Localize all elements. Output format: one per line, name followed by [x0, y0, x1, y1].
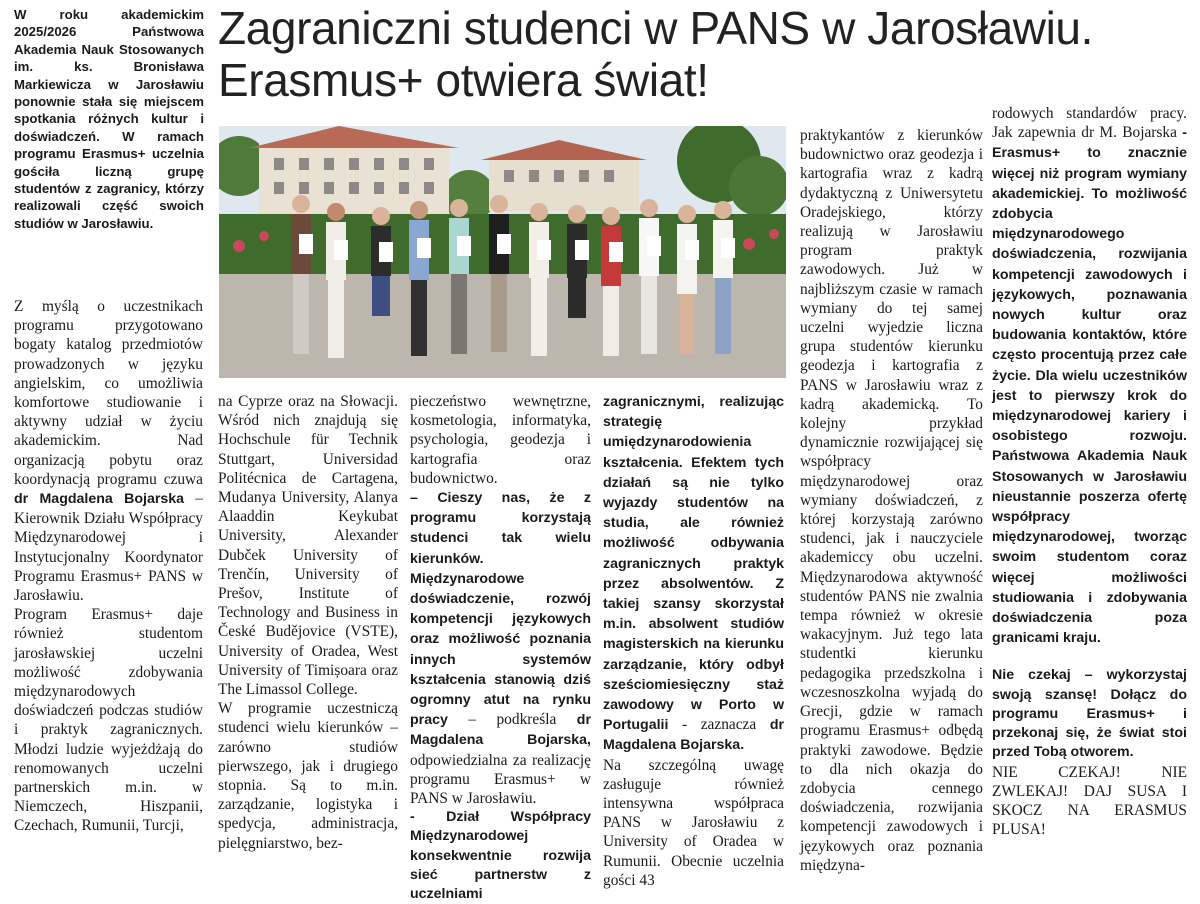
column-4-quote: zagranicznymi, realizując strategię umiędzynarodowienia kształcenia. Efektem tych działań są nie tylko wyjazdy studentów na studia, ale również możliwość odbywania zagranicznych praktyk przez absolwentów. Z takiej szansy skorzystał m.in. absolwent studiów magisterskich na kierunku zarządzanie, który odbył sześciomiesięczny staż zawodowy w Porto w Portugalii [603, 394, 784, 734]
column-3 [410, 392, 591, 904]
call-to-action: Nie czekaj – wykorzystaj swoją szansę! Dołącz do programu Erasmus+ i przekonaj się, że świat stoi przed Tobą otworem. [992, 667, 1187, 761]
group-photo [219, 126, 786, 378]
group-photo-illustration [219, 126, 786, 378]
column-3-paragraph-1: pieczeństwo wewnętrzne, kosmetologia, informatyka, psychologia, geodezja i kartografia oraz budownictwo. [410, 393, 591, 487]
article-headline [218, 2, 1193, 106]
column-1-coordinator-name: dr Magdalena Bojarska [14, 491, 185, 508]
column-5-paragraph-1: praktykantów z kierunków budownictwo oraz geodezja i kartografia wraz z kadrą dydaktyczną z Uniwersytetu Oradejskiego, którzy realizują w Jarosławiu program praktyk zawodowych. Już w najbliższym czasie w ramach wymiany do tej samej uczelni wyjedzie liczna grupa studentów kierunku geodezja i kartografia z PANS w Jarosławiu wraz z kadrą akademicką. To kolejny przykład dynamicznie rozwijającej się współpracy międzynarodowej oraz wymiany doświadczeń, z której korzystają zarówno studenci, jak i nauczyciele akademiccy obu uczelni. Międzynarodowa aktywność studentów PANS nie zwalnia tempa również w okresie wakacyjnym. Już tego lata studentki kierunku pedagogika przedszkolna i wczesnoszkolna wyjadą do Grecji, gdzie w ramach programu Erasmus+ odbędą praktyki zawodowe. Będzie to dla nich okazja do zdobycia cennego doświadczenia, rozwijania kompetencji zawodowych i językowych oraz poznania międzyna- [800, 127, 983, 874]
column-4-paragraph-2: Na szczególną uwagę zasługuje również intensywna współpraca PANS w Jarosławiu z University of Oradea w Rumunii. Obecnie uczelnia gości 43 [603, 756, 784, 889]
column-1-paragraph-1: Z myślą o uczestnikach programu przygotowano bogaty katalog przedmiotów prowadzonych w języku angielskim, co umożliwia komfortowe studiowanie i aktywny udział w życiu akademickim. Nad organizacją pobytu oraz koordynacją programu czuwa [14, 298, 203, 488]
column-3-quote-2: - Dział Współpracy Międzynarodowej konsekwentnie rozwija sieć partnerstw z uczelniami [410, 809, 591, 903]
column-6-paragraph-1: rodowych standardów pracy. Jak zapewnia dr M. Bojarska [992, 105, 1187, 142]
column-2-paragraph-1: na Cyprze oraz na Słowacji. Wśród nich znajdują się Hochschule für Technik Stuttgart, Universidad Politécnica de Cartagena, Mudanya University, Alanya Alaaddin Keykubat University, Alexander Dubček University of Trenčín, University of Prešov, Institute of Technology and Business in České Budějovice (VSTE), University of Oradea, West University of Timișoara oraz The Limassol College. [218, 393, 398, 699]
column-5 [800, 126, 983, 875]
call-to-action-caps: NIE CZEKAJ! NIE ZWLEKAJ! DAJ SUSA I SKOCZ NA ERASMUS PLUSA! [992, 763, 1187, 839]
headline-line-2: Erasmus+ otwiera świat! [218, 54, 709, 106]
column-3-author-role: odpowiedzialna za realizację programu Erasmus+ w PANS w Jarosławiu. [410, 751, 591, 808]
column-6-quote: - Erasmus+ to znacznie więcej niż program wymiany akademickiej. To możliwość zdobycia międzynarodowego doświadczenia, rozwijania kompetencji zawodowych i językowych, poznawania nowych kultur oraz budowania kontaktów, które często procentują przez całe życie. Dla wielu uczestników jest to pierwszy krok do międzynarodowej kariery i osobistego rozwoju. Państwowa Akademia Nauk Stosowanych w Jarosławiu nieustannie poszerza ofertę współpracy międzynarodowej, tworząc swoim studentom coraz więcej możliwości studiowania i zdobywania doświadczenia poza granicami kraju. [992, 125, 1187, 647]
headline-line-1: Zagraniczni studenci w PANS w Jarosławiu. [218, 2, 1093, 54]
column-6 [992, 104, 1187, 839]
column-4-attribution: - zaznacza [682, 716, 757, 734]
column-1 [14, 297, 203, 836]
column-2 [218, 392, 398, 853]
column-4-quote-author: dr Magdalena Bojarska. [603, 717, 784, 754]
column-4 [603, 392, 784, 890]
column-2-paragraph-2: W programie uczestniczą studenci wielu kierunków – zarówno studiów pierwszego, jak i drugiego stopnia. Są to m.in. zarządzanie, logistyka i spedycja, administracja, pielęgniarstwo, bez- [218, 700, 398, 852]
column-3-attribution: – podkreśla [468, 711, 557, 729]
column-3-quote-author: dr Magdalena Bojarska, [410, 712, 591, 749]
lead-paragraph: W roku akademickim 2025/2026 Państwowa Akademia Nauk Stosowanych im. ks. Bronisława Markiewicza w Jarosławiu ponownie stała się miejscem spotkania różnych kultur i doświadczeń. W ramach programu Erasmus+ uczelnia gościła liczną grupę studentów z zagranicy, którzy realizowali część swoich studiów w Jarosławiu. [14, 7, 204, 231]
column-1-coordinator-role: – Kierownik Działu Współpracy Międzynarodowej i Instytucjonalny Koordynator Programu Erasmus+ PANS w Jarosławiu. [14, 490, 203, 605]
column-3-quote: – Cieszy nas, że z programu korzystają studenci tak wielu kierunków. Międzynarodowe doświadczenie, rozwój kompetencji językowych oraz możliwość poznania innych systemów kształcenia stanowią dziś ogromny atut na rynku pracy [410, 490, 591, 729]
column-1-paragraph-2: Program Erasmus+ daje również studentom jarosławskiej uczelni możliwość zdobywania międzynarodowych doświadczeń podczas studiów i praktyk zagranicznych. Młodzi ludzie wyjeżdżają do renomowanych uczelni partnerskich m.in. w Niemczech, Hiszpanii, Czechach, Rumunii, Turcji, [14, 606, 203, 835]
